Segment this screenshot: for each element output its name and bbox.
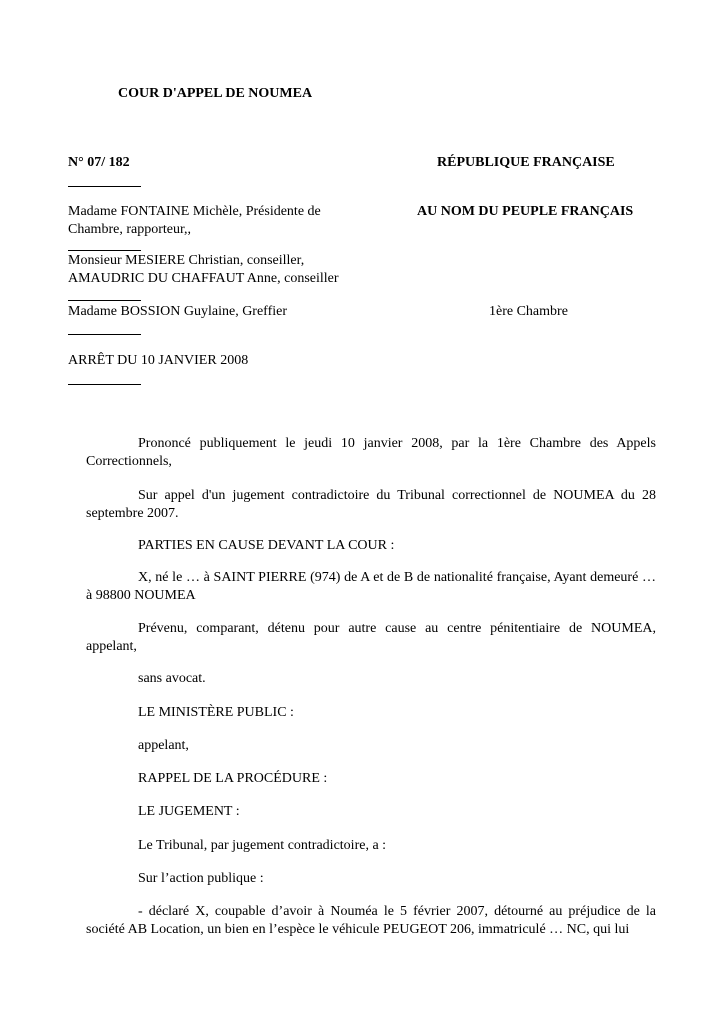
divider-line bbox=[68, 300, 141, 301]
president-line-1: Madame FONTAINE Michèle, Présidente de bbox=[68, 204, 321, 219]
ministere-heading: LE MINISTÈRE PUBLIC : bbox=[138, 705, 294, 720]
divider-line bbox=[68, 384, 141, 385]
tribunal-line: Le Tribunal, par jugement contradictoire, a : bbox=[138, 838, 387, 853]
paragraph-text: Sur appel d'un jugement contradictoire du Tribunal correctionnel de NOUMEA du 28 septembre 2007. bbox=[86, 488, 656, 521]
chamber-label: 1ère Chambre bbox=[489, 304, 568, 319]
divider-line bbox=[68, 250, 141, 251]
arret-date: ARRÊT DU 10 JANVIER 2008 bbox=[68, 353, 249, 368]
paragraph-text: - déclaré X, coupable d’avoir à Nouméa le 5 février 2007, détourné au préjudice de la société AB Location, un bien en l’espèce le véhicule PEUGEOT 206, immatriculé … NC, qui lui bbox=[86, 904, 656, 937]
paragraph-text: Prévenu, comparant, détenu pour autre cause au centre pénitentiaire de NOUMEA, appelant, bbox=[86, 621, 656, 654]
case-number: N° 07/ 182 bbox=[68, 155, 130, 170]
divider-line bbox=[68, 334, 141, 335]
sans-avocat: sans avocat. bbox=[138, 671, 206, 686]
paragraph-identity bbox=[86, 569, 656, 605]
paragraph-text: Prononcé publiquement le jeudi 10 janvier 2008, par la 1ère Chambre des Appels Correctionnels, bbox=[86, 436, 656, 469]
paragraph-text: X, né le … à SAINT PIERRE (974) de A et de B de nationalité française, Ayant demeuré …à 98800 NOUMEA bbox=[86, 570, 656, 603]
paragraph-appeal bbox=[86, 487, 656, 523]
greffier-line: Madame BOSSION Guylaine, Greffier bbox=[68, 304, 288, 319]
parties-heading: PARTIES EN CAUSE DEVANT LA COUR : bbox=[138, 538, 395, 553]
rappel-heading: RAPPEL DE LA PROCÉDURE : bbox=[138, 771, 328, 786]
appelant-line: appelant, bbox=[138, 738, 189, 753]
action-publique-line: Sur l’action publique : bbox=[138, 871, 264, 886]
in-name-heading: AU NOM DU PEUPLE FRANÇAIS bbox=[417, 204, 634, 219]
paragraph-declare bbox=[86, 903, 656, 939]
jugement-heading: LE JUGEMENT : bbox=[138, 804, 240, 819]
president-line-2: Chambre, rapporteur,, bbox=[68, 222, 192, 237]
court-title: COUR D'APPEL DE NOUMEA bbox=[118, 86, 313, 101]
conseillers-line-1: Monsieur MESIERE Christian, conseiller, bbox=[68, 253, 305, 268]
paragraph-pronounce bbox=[86, 435, 656, 471]
republic-heading: RÉPUBLIQUE FRANÇAISE bbox=[437, 155, 615, 170]
divider-line bbox=[68, 186, 141, 187]
conseillers-line-2: AMAUDRIC DU CHAFFAUT Anne, conseiller bbox=[68, 271, 339, 286]
paragraph-prevenu bbox=[86, 620, 656, 656]
